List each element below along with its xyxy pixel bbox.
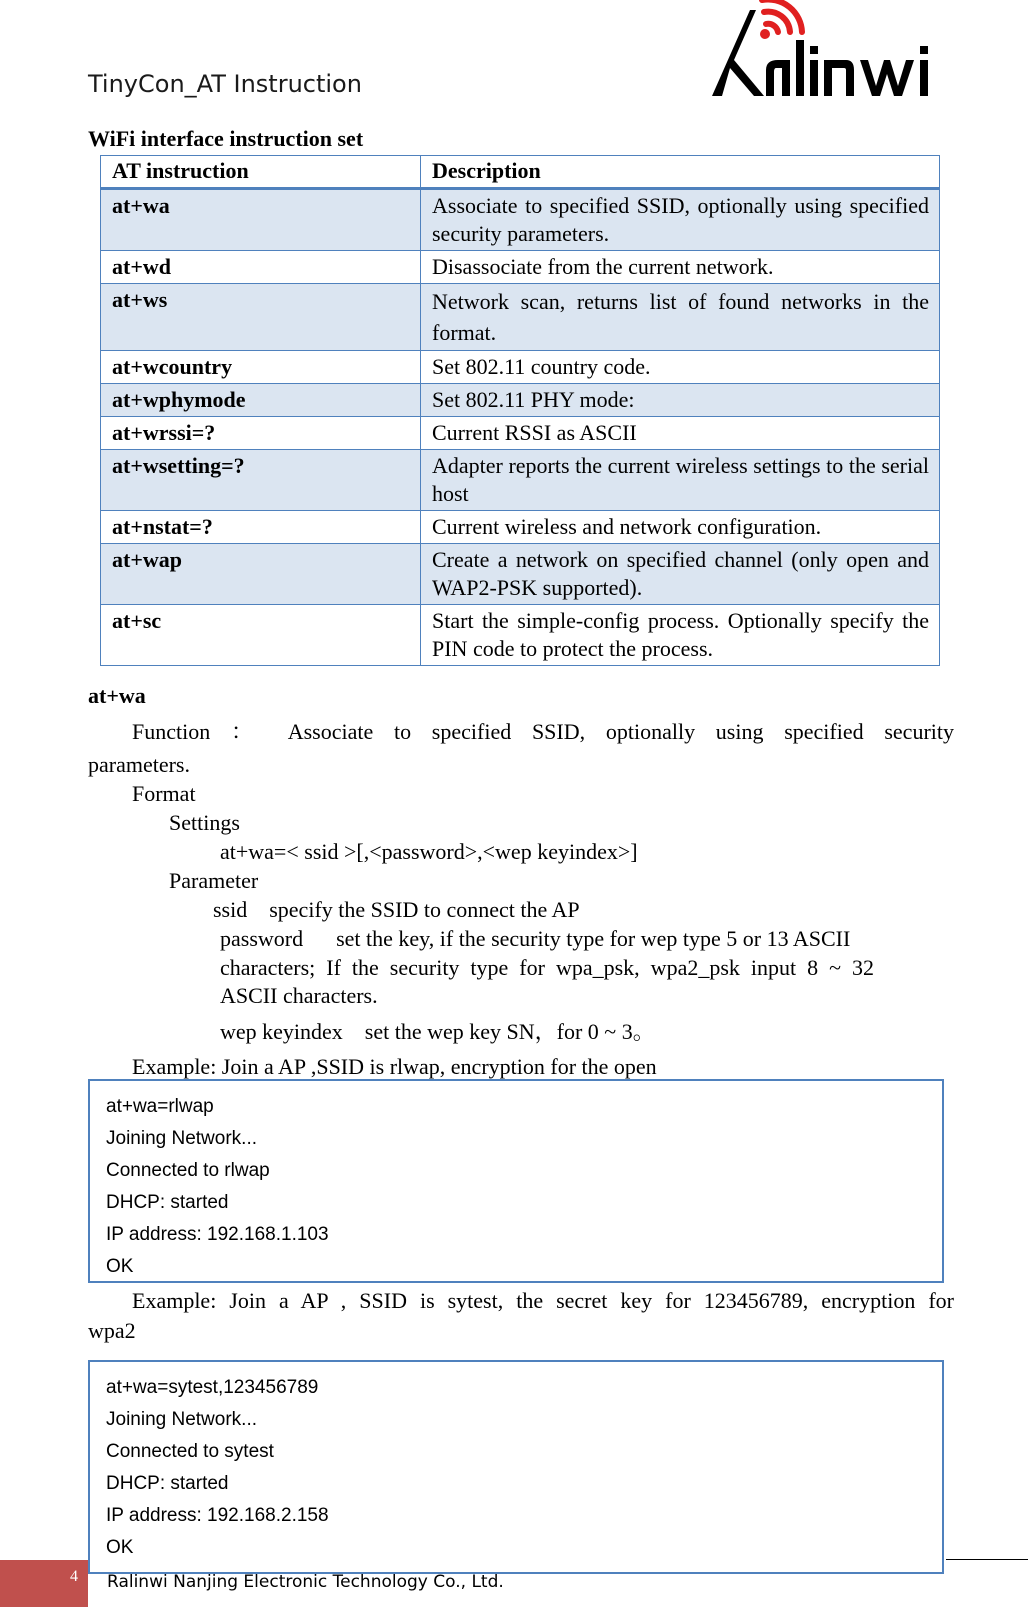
row-cmd: at+wsetting=?	[101, 450, 421, 511]
wa-format-label: Format	[132, 781, 196, 806]
example1-description: Example: Join a AP ,SSID is rlwap, encryption for the open	[132, 1054, 657, 1079]
section-title: WiFi interface instruction set	[88, 126, 364, 151]
row-desc: Current wireless and network configuration.	[421, 511, 940, 544]
wa-function-line1: Function ： Associate to specified SSID, optionally using specified security	[132, 719, 954, 744]
row-desc: Set 802.11 country code.	[421, 351, 940, 384]
wa-param-ssid: ssid specify the SSID to connect the AP	[213, 897, 580, 922]
table-row	[101, 544, 940, 605]
table-row	[101, 251, 940, 284]
code-line: OK	[106, 1537, 134, 1558]
wa-param-password-line3: ASCII characters.	[220, 983, 378, 1008]
code-line: Connected to sytest	[106, 1441, 274, 1462]
code-line: IP address: 192.168.2.158	[106, 1505, 329, 1526]
code-line: Joining Network...	[106, 1409, 258, 1430]
code-line: IP address: 192.168.1.103	[106, 1224, 329, 1245]
table-row	[101, 417, 940, 450]
wa-param-password-line2: characters; If the security type for wpa_psk, wpa2_psk input 8 ~ 32	[220, 955, 875, 980]
wa-syntax: at+wa=< ssid >[,<password>,<wep keyindex>]	[220, 839, 638, 864]
code-line: at+wa=rlwap	[106, 1096, 214, 1117]
row-desc: Create a network on specified channel (only open and WAP2-PSK supported).	[421, 544, 940, 605]
row-cmd: at+nstat=?	[101, 511, 421, 544]
row-desc: Set 802.11 PHY mode:	[421, 384, 940, 417]
wa-param-wep: wep keyindex set the wep key SN，for 0 ~ 3。	[220, 1019, 655, 1044]
document-header-title: TinyCon_AT Instruction	[88, 70, 362, 98]
wa-param-password-line1: password set the key, if the security type for wep type 5 or 13 ASCII	[220, 926, 851, 951]
example2-description-line2: wpa2	[88, 1318, 136, 1343]
row-cmd: at+wd	[101, 251, 421, 284]
wa-parameter-label: Parameter	[169, 868, 259, 893]
wa-heading: at+wa	[88, 683, 146, 708]
row-cmd: at+wphymode	[101, 384, 421, 417]
ralinwi-logo	[704, 0, 954, 102]
row-desc: Current RSSI as ASCII	[421, 417, 940, 450]
code-line: Joining Network...	[106, 1128, 258, 1149]
at-instruction-table	[100, 155, 940, 666]
table-row	[101, 511, 940, 544]
wa-function-line2: parameters.	[88, 752, 190, 777]
header-at-instruction: AT instruction	[101, 156, 421, 189]
wa-settings-label: Settings	[169, 810, 240, 835]
table-row	[101, 189, 940, 251]
row-desc: Associate to specified SSID, optionally using specified security parameters.	[421, 189, 940, 251]
example1-code-block	[88, 1079, 944, 1283]
table-row	[101, 384, 940, 417]
footer-company: Ralinwi Nanjing Electronic Technology Co., Ltd.	[107, 1572, 504, 1592]
row-cmd: at+wcountry	[101, 351, 421, 384]
table-row	[101, 284, 940, 351]
table-row	[101, 605, 940, 666]
table-row	[101, 450, 940, 511]
row-cmd: at+ws	[101, 284, 421, 351]
example2-code-block	[88, 1360, 944, 1574]
row-desc: Network scan, returns list of found networks in the format.	[421, 284, 940, 351]
table-row	[101, 351, 940, 384]
row-desc: Start the simple-config process. Optionally specify the PIN code to protect the process.	[421, 605, 940, 666]
footer-divider	[946, 1559, 1028, 1560]
code-line: DHCP: started	[106, 1192, 229, 1213]
table-header-row	[101, 156, 940, 189]
code-line: Connected to rlwap	[106, 1160, 270, 1181]
row-desc: Disassociate from the current network.	[421, 251, 940, 284]
header-description: Description	[421, 156, 940, 189]
example2-description-line1: Example: Join a AP , SSID is sytest, the secret key for 123456789, encryption for	[132, 1288, 954, 1313]
code-line: OK	[106, 1256, 134, 1277]
row-cmd: at+sc	[101, 605, 421, 666]
row-cmd: at+wap	[101, 544, 421, 605]
code-line: DHCP: started	[106, 1473, 229, 1494]
row-cmd: at+wrssi=?	[101, 417, 421, 450]
row-desc: Adapter reports the current wireless settings to the serial host	[421, 450, 940, 511]
page-number: 4	[70, 1568, 78, 1585]
code-line: at+wa=sytest,123456789	[106, 1377, 319, 1398]
row-cmd: at+wa	[101, 189, 421, 251]
page-number-box	[0, 1560, 88, 1607]
